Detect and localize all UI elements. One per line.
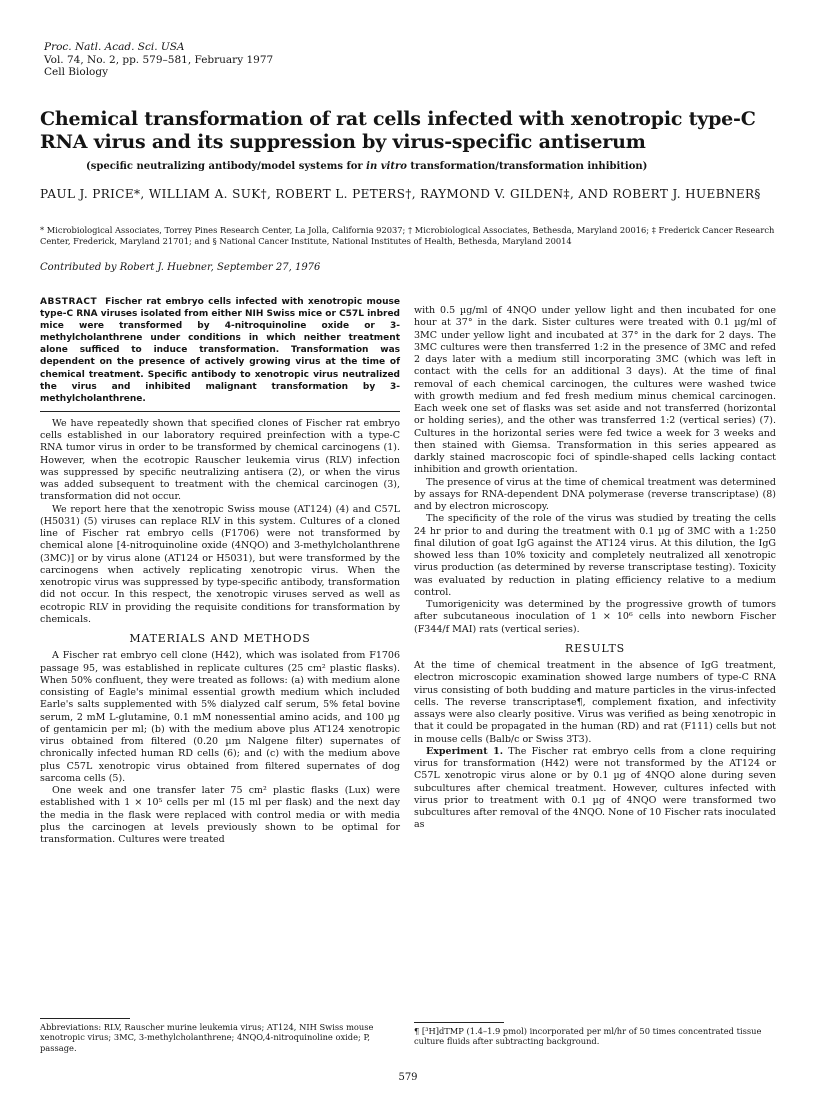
author-list: PAUL J. PRICE*, WILLIAM A. SUK†, ROBERT L. PETERS†, RAYMOND V. GILDEN‡, AND ROBERT J. HUEBNER§ [40,187,761,201]
footnote: ¶ [³H]dTMP (1.4–1.9 pmol) incorporated per ml/hr of 50 times concentrated tissue culture fluids after subtracting background. [414,1026,762,1047]
journal-section: Cell Biology [44,66,109,78]
results-paragraph: At the time of chemical treatment in the absence of IgG treatment, electron microscopic examination showed large numbers of type-C RNA virus consisting of both budding and mature particles in the virus-infected cells. The reverse transcriptase¶, complement fixation, and infectivity assays were also clearly positive. Virus was verified as being xenotropic in that it could be propagated in the human (RD) and rat (F111) cells but not in mouse cells (Balb/c or Swiss 3T3). [414,660,776,745]
experiment-text: The Fischer rat embryo cells from a clone requiring virus for transformation (H42) were not transformed by the AT124 or C57L xenotropic virus alone or by 0.1 µg of 4NQO alone during seven subcultures after chemical treatment. However, cultures infected with virus prior to treatment with 0.1 µg of 4NQO were transformed two subcultures after removal of the 4NQO. None of 10 Fischer rats inoculated as [414,745,776,831]
abbreviations-note: Abbreviations: RLV, Rauscher murine leukemia virus; AT124, NIH Swiss mouse xenotropic virus; 3MC, 3-methylcholanthrene; 4NQO,4-nitroquinoline oxide; P, passage. [40,1022,374,1053]
abstract-text: Fischer rat embryo cells infected with xenotropic mouse type-C RNA viruses isolated from either NIH Swiss mice or C57L inbred mice were transformed by 4-nitroquinoline oxide or 3-methylcholanthrene under conditions in which neither treatment alone sufficed to induce transformation. Transformation was dependent on the presence of actively growing virus at the time of chemical treatment. Specific antibody to xenotropic virus neutralized the virus and inhibited malignant transformation by 3-methylcholanthrene. [40,297,400,404]
methods-paragraph: Tumorigenicity was determined by the progressive growth of tumors after subcutaneous inoculation of 1 × 10⁶ cells into newborn Fischer (F344/f MAI) rats (vertical series). [414,599,776,635]
methods-heading: MATERIALS AND METHODS [129,632,311,646]
footnote-rule [414,1022,504,1023]
paper-title: Chemical transformation of rat cells infected with xenotropic type-C RNA virus and its suppression by virus-specific antiserum [40,108,756,153]
methods-paragraph: The specificity of the role of the virus was studied by treating the cells 24 hr prior to and during the treatment with 0.1 µg of 3MC with a 1:250 final dilution of goat IgG against the AT124 virus. At this dilution, the IgG showed less than 10% toxicity and completely neutralized all xenotropic virus production (as determined by reverse transcriptase testing). Toxicity was evaluated by reduction in plating efficiency relative to a medium control. [414,513,776,598]
methods-continued: with 0.5 µg/ml of 4NQO under yellow light and then incubated for one hour at 37° in the dark. Sister cultures were treated with 0.1 µg/ml of 3MC under yellow light and incubated at 37° in the dark for 2 days. The 3MC cultures were then transferred 1:2 in the presence of 3MC and refed 2 days later with a medium still incorporating 3MC (which was left in contact with the cells for an additional 3 days). At the time of final removal of each chemical carcinogen, the cultures were washed twice with growth medium and fed fresh medium minus chemical carcinogen. Each week one set of flasks was set aside and not transferred (horizontal or holding series), and the other was transferred 1:2 (vertical series) (7). Cultures in the horizontal series were fed twice a week for 3 weeks and then stained with Giemsa. Transformation in this series appeared as darkly stained macroscopic foci of spindle-shaped cells lacking contact inhibition and growth orientation. [414,305,776,476]
footnote-rule [40,1018,130,1019]
results-heading: RESULTS [565,641,625,655]
intro-paragraph: We report here that the xenotropic Swiss mouse (AT124) (4) and C57L (H5031) (5) viruses can replace RLV in this system. Cultures of a cloned line of Fischer rat embryo cells (F1706) were not transformed by chemical alone [4-nitroquinoline oxide (4NQO) and 3-methylcholanthrene (3MC)] or by virus alone (AT124 or H5031), but were transformed by the carcinogens when actively replicating xenotropic virus. When the xenotropic virus was suppressed by type-specific antibody, transformation did not occur. In this respect, the xenotropic viruses served as well as ecotropic RLV in providing the requisite conditions for transformation by chemicals. [40,503,400,625]
subtitle-suffix: transformation/transformation inhibition) [406,161,648,172]
journal-volume: Vol. 74, No. 2, pp. 579–581, February 1977 [44,53,274,66]
experiment-label: Experiment 1. [426,745,504,757]
abstract [40,296,400,405]
keywords-subtitle [86,160,786,173]
methods-paragraph: One week and one transfer later 75 cm² plastic flasks (Lux) were established with 1 × 10⁵ cells per ml (15 ml per flask) and the next day the media in the flask were replaced with control media or with media plus the carcinogen at levels previously shown to be optimal for transformation. Cultures were treated [40,785,400,846]
subtitle-italic: in vitro [366,161,407,172]
methods-paragraph: The presence of virus at the time of chemical treatment was determined by assays for RNA-dependent DNA polymerase (reverse transcriptase) (8) and by electron microscopy. [414,476,776,512]
left-column [40,296,400,846]
affiliations: * Microbiological Associates, Torrey Pines Research Center, La Jolla, California 92037; † Microbiological Associates, Bethesda, Maryland 20016; ‡ Frederick Cancer Research Center, Frederick, Maryland 21701; and § National Cancer Institute, National Institutes of Health, Bethesda, Maryland 20014 [40,225,775,246]
journal-name: Proc. Natl. Acad. Sci. USA [44,41,185,53]
page-number: 579 [398,1072,418,1083]
intro-paragraph: We have repeatedly shown that specified clones of Fischer rat embryo cells established in our laboratory required preinfection with a type-C RNA tumor virus in order to be transformed by chemical carcinogens (1). However, when the ecotropic Rauscher leukemia virus (RLV) infection was suppressed by specific neutralizing antisera (2), or when the virus was added subsequent to treatment with the chemical carcinogen (3), transformation did not occur. [40,417,400,503]
abstract-heading: ABSTRACT [40,297,98,307]
subtitle-prefix: (specific neutralizing antibody/model systems for [86,161,367,172]
right-column [414,305,776,832]
journal-header [44,41,273,79]
abstract-divider [40,411,400,412]
experiment-1-paragraph [414,746,776,832]
methods-paragraph: A Fischer rat embryo cell clone (H42), which was isolated from F1706 passage 95, was established in replicate cultures (25 cm² plastic flasks). When 50% confluent, they were treated as follows: (a) with medium alone consisting of Eagle's minimal essential growth medium which included Earle's salts supplemented with 5% dialyzed calf serum, 5% fetal bovine serum, 2 mM L-glutamine, 0.1 mM nonessential amino acids, and 100 µg of gentamicin per ml; (b) with the medium above plus AT124 xenotropic virus obtained from filtered (0.20 µm Nalgene filter) supernates of chronically infected human RD cells (6); and (c) with the medium above plus C57L xenotropic virus obtained from filtered supernates of dog sarcoma cells (5). [40,650,400,784]
contributed-by: Contributed by Robert J. Huebner, September 27, 1976 [40,262,321,273]
